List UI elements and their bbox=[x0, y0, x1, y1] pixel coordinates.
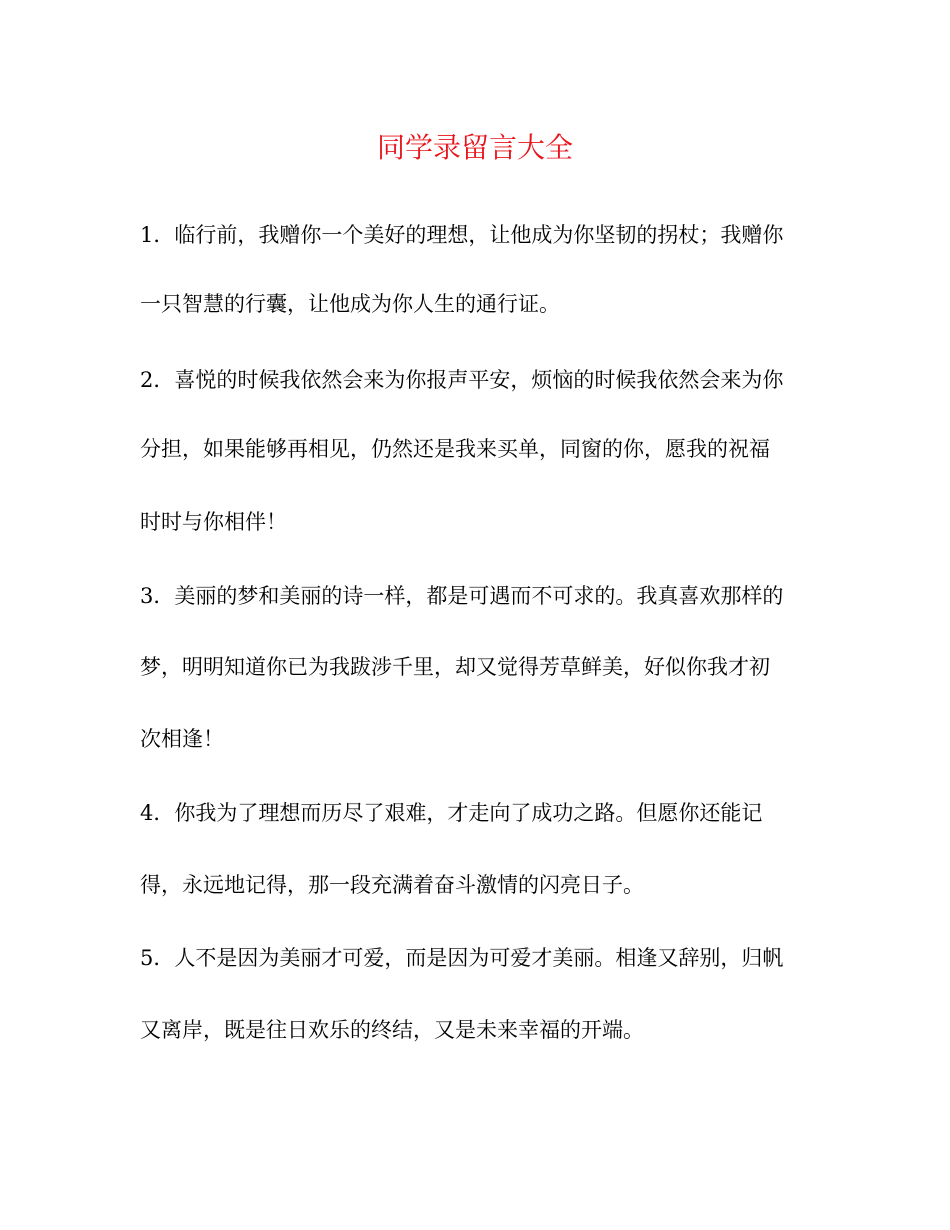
entry-3-line-3: 次相逢！ bbox=[140, 727, 224, 751]
entry-5-line-1: 5．人不是因为美丽才可爱，而是因为可爱才美丽。相逢又辞别，归帆 bbox=[140, 946, 784, 970]
entry-2-line-2: 分担，如果能够再相见，仍然还是我来买单，同窗的你，愿我的祝福 bbox=[140, 437, 770, 461]
entry-3-line-1: 3．美丽的梦和美丽的诗一样，都是可遇而不可求的。我真喜欢那样的 bbox=[140, 584, 784, 608]
entry-4-line-1: 4．你我为了理想而历尽了艰难，才走向了成功之路。但愿你还能记 bbox=[140, 801, 763, 825]
entry-1-line-1: 1．临行前，我赠你一个美好的理想，让他成为你坚韧的拐杖；我赠你 bbox=[140, 223, 784, 247]
entry-2-line-1: 2．喜悦的时候我依然会来为你报声平安，烦恼的时候我依然会来为你 bbox=[140, 368, 784, 392]
entry-3-line-2: 梦，明明知道你已为我跋涉千里，却又觉得芳草鲜美，好似你我才初 bbox=[140, 655, 770, 679]
entry-5-line-2: 又离岸，既是往日欢乐的终结，又是未来幸福的开端。 bbox=[140, 1018, 644, 1042]
entry-4-line-2: 得，永远地记得，那一段充满着奋斗激情的闪亮日子。 bbox=[140, 873, 644, 897]
entry-1-line-2: 一只智慧的行囊，让他成为你人生的通行证。 bbox=[140, 292, 560, 316]
page-title: 同学录留言大全 bbox=[376, 131, 573, 164]
entry-2-line-3: 时时与你相伴！ bbox=[140, 510, 287, 534]
